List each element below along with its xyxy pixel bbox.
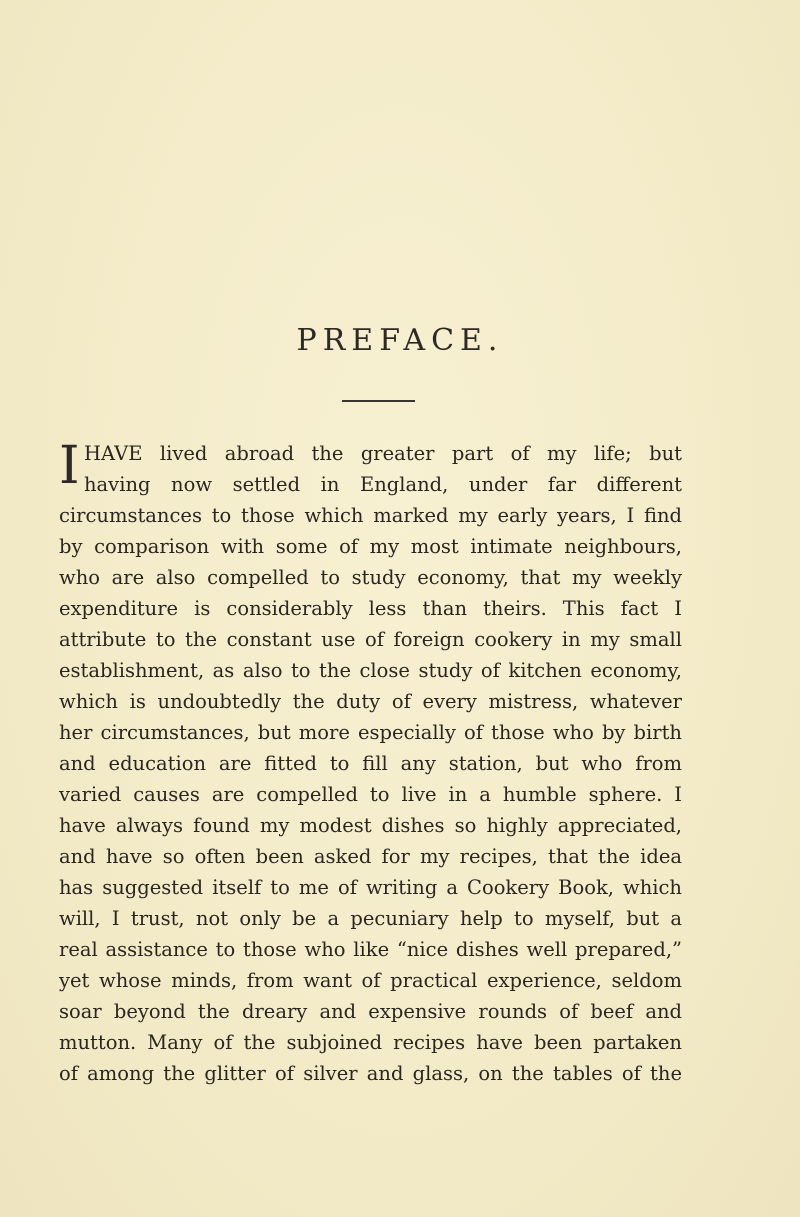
text-line: by comparison with some of my most intimate neighbours, — [59, 535, 682, 558]
text-line: having now settled in England, under far different — [84, 473, 682, 496]
text-line: and have so often been asked for my recipes, that the idea — [59, 845, 682, 868]
text-line: attribute to the constant use of foreign cookery in my small — [59, 628, 682, 651]
text-line: circumstances to those which marked my early years, I find — [59, 504, 682, 527]
text-line: soar beyond the dreary and expensive rounds of beef and — [59, 1000, 682, 1023]
text-line: have always found my modest dishes so highly appreciated, — [59, 814, 682, 837]
text-line: will, I trust, not only be a pecuniary help to myself, but a — [59, 907, 682, 930]
text-line: has suggested itself to me of writing a Cookery Book, which — [59, 876, 682, 899]
text-line: who are also compelled to study economy, that my weekly — [59, 566, 682, 589]
text-line: and education are fitted to fill any station, but who from — [59, 752, 682, 775]
text-line: of among the glitter of silver and glass, on the tables of the — [59, 1062, 682, 1085]
text-line: expenditure is considerably less than theirs. This fact I — [59, 597, 682, 620]
text-line: varied causes are compelled to live in a humble sphere. I — [59, 783, 682, 806]
text-line: which is undoubtedly the duty of every mistress, whatever — [59, 690, 682, 713]
title-rule — [342, 400, 415, 402]
page-title: PREFACE. — [296, 323, 504, 359]
text-line: her circumstances, but more especially of those who by birth — [59, 721, 682, 744]
drop-cap: I — [59, 436, 80, 496]
text-line: real assistance to those who like “nice dishes well prepared,” — [59, 938, 682, 961]
text-line: establishment, as also to the close study of kitchen economy, — [59, 659, 682, 682]
text-line: HAVE lived abroad the greater part of my life; but — [84, 442, 682, 465]
text-line: mutton. Many of the subjoined recipes have been partaken — [59, 1031, 682, 1054]
text-line: yet whose minds, from want of practical experience, seldom — [59, 969, 682, 992]
opening-lines — [59, 438, 682, 500]
preface-body — [59, 438, 682, 1089]
